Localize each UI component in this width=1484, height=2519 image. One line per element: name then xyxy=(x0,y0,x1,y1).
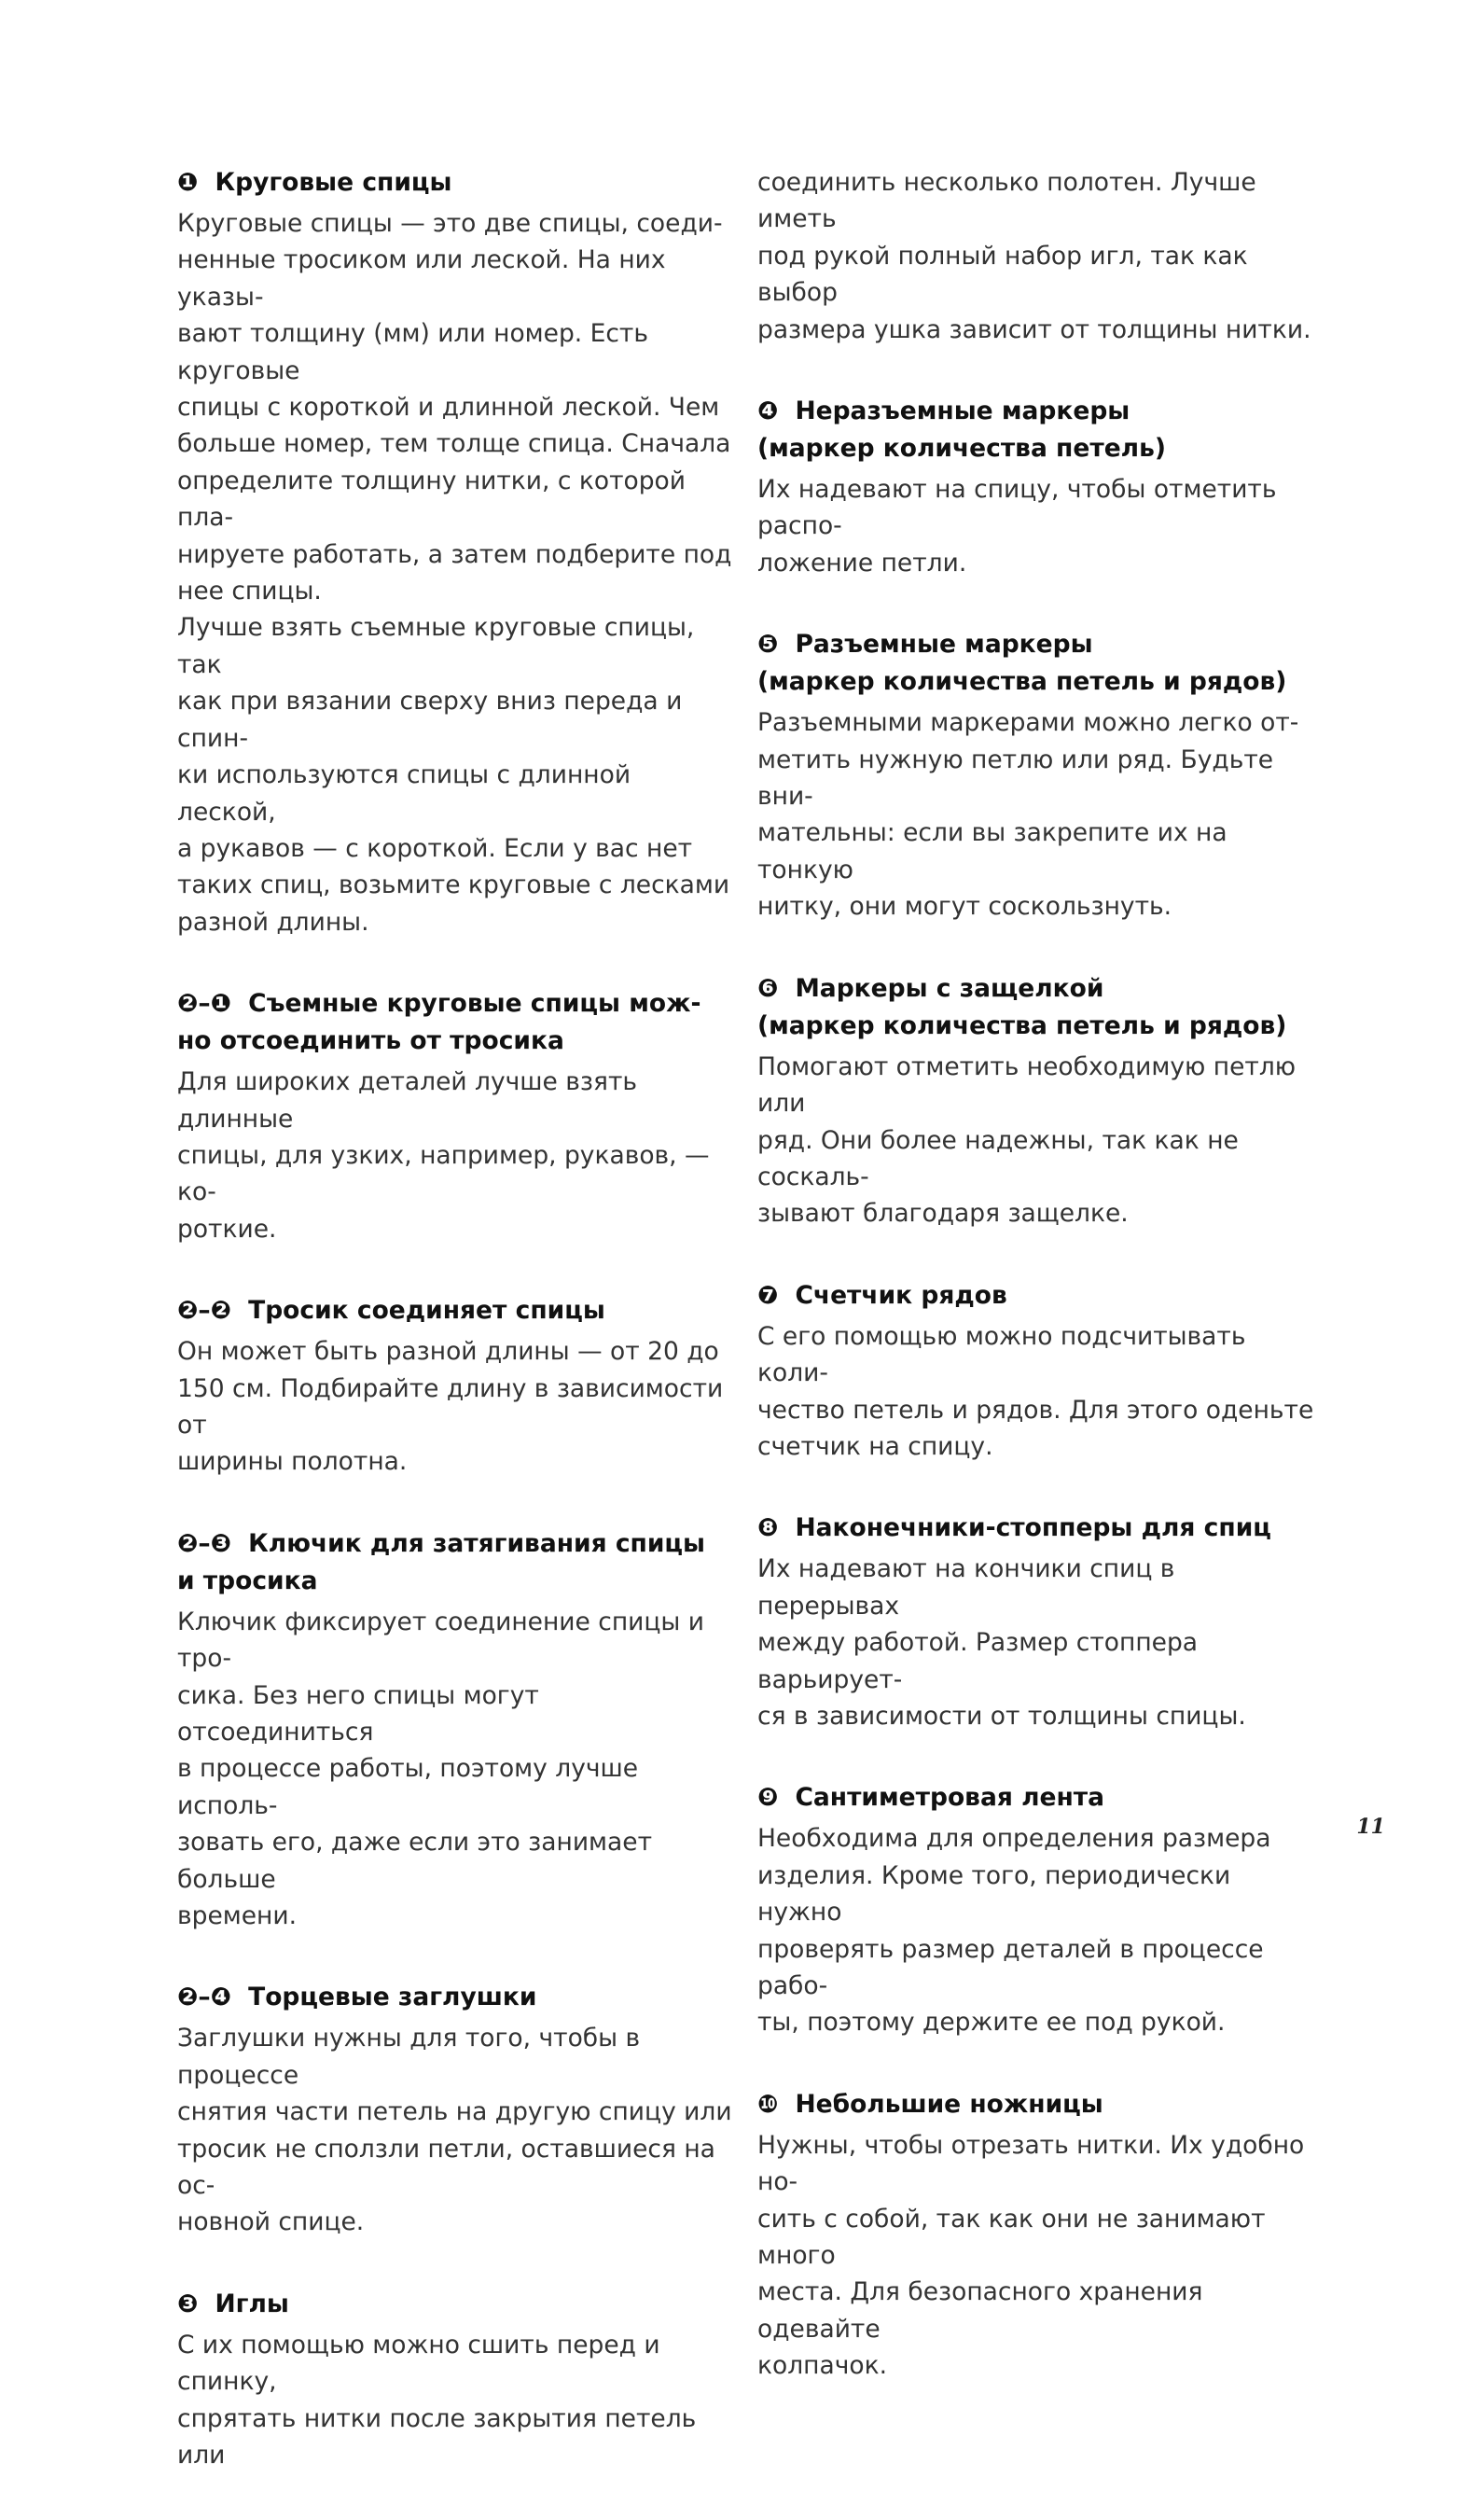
section-title: Наконечники-стопперы для спиц xyxy=(795,1513,1271,1543)
section-number: ❺ xyxy=(757,630,779,660)
page-number: 11 xyxy=(1356,1815,1385,1839)
section-body: Круговые спицы — это две спицы, соеди- ненные тросиком или леской. На них указы- вают толщину (мм) или номер. Есть круговые спицы с короткой и длинной леской. Чем больше номер, тем толще спица. Сначала определите толщину нитки, с которой пла- нируете работать, а затем подберите под нее спицы. Лучше взять съемные круговые спицы, так как при вязании сверху вниз переда и спин- ки используются спицы с длинной леской, а рукавов — с короткой. Если у вас нет таких спиц, возьмите круговые с лесками разной длины. xyxy=(177,209,732,937)
section-locking-markers xyxy=(757,970,1317,1232)
section-number: ❷–❷ xyxy=(177,1296,232,1326)
section-body: Заглушки нужны для того, чтобы в процессе снятия части петель на другую спицу или тросик не сползли петли, оставшиеся на ос- новной спице. xyxy=(177,2024,732,2237)
section-heading xyxy=(757,1779,1317,1816)
section-body: Их надевают на кончики спиц в перерывах между работой. Размер стоппера варьирует- ся в зависимости от толщины спицы. xyxy=(757,1554,1246,1731)
section-title: Маркеры с защелкой (маркер количества петель и рядов) xyxy=(757,973,1287,1040)
section-body: С их помощью можно сшить перед и спинку, спрятать нитки после закрытия петель или xyxy=(177,2330,697,2470)
section-number: ❶ xyxy=(177,168,199,197)
section-body: Их надевают на спицу, чтобы отметить распо- ложение петли. xyxy=(757,475,1277,578)
section-heading xyxy=(177,1525,737,1600)
section-row-counter xyxy=(757,1277,1317,1466)
section-number: ❼ xyxy=(757,1280,779,1310)
section-title: Счетчик рядов xyxy=(795,1280,1007,1310)
left-column xyxy=(177,164,737,2519)
section-title: Торцевые заглушки xyxy=(248,1983,537,2012)
section-heading xyxy=(757,2086,1317,2123)
section-closed-markers xyxy=(757,393,1317,581)
section-end-caps xyxy=(177,1979,737,2240)
section-number: ❹ xyxy=(757,397,779,426)
section-title: Неразъемные маркеры (маркер количества петель) xyxy=(757,397,1166,464)
section-title: Круговые спицы xyxy=(215,168,452,197)
section-title: Съемные круговые спицы мож- но отсоединить от тросика xyxy=(177,989,701,1056)
section-stoppers xyxy=(757,1510,1317,1734)
section-continued xyxy=(757,164,1317,348)
section-body: Ключик фиксирует соединение спицы и тро- сика. Без него спицы могут отсоединиться в процессе работы, поэтому лучше исполь- зовать его, даже если это занимает больше времени. xyxy=(177,1607,704,1931)
section-tape-measure xyxy=(757,1779,1317,2040)
section-heading xyxy=(757,393,1317,467)
section-number: ❷–❶ xyxy=(177,989,232,1019)
section-open-markers xyxy=(757,626,1317,925)
section-number: ❷–❸ xyxy=(177,1528,232,1558)
section-heading xyxy=(757,626,1317,701)
section-body: С его помощью можно подсчитывать коли- чество петель и рядов. Для этого оденьте счетчик на спицу. xyxy=(757,1321,1314,1461)
section-body: Необходима для определения размера изделия. Кроме того, периодически нужно проверять размер деталей в процессе рабо- ты, поэтому держите ее под рукой. xyxy=(757,1824,1271,2038)
section-key xyxy=(177,1525,737,1935)
section-heading xyxy=(177,2286,737,2323)
section-body: Разъемными маркерами можно легко от- метить нужную петлю или ряд. Будьте вни- мательны: если вы закрепите их на тонкую нитку, они могут соскользнуть. xyxy=(757,708,1299,922)
section-cable xyxy=(177,1292,737,1481)
section-heading xyxy=(757,1510,1317,1547)
section-heading xyxy=(177,1979,737,2016)
section-heading xyxy=(177,1292,737,1329)
section-heading xyxy=(177,164,737,202)
section-heading xyxy=(757,1277,1317,1315)
section-title: Разъемные маркеры (маркер количества петель и рядов) xyxy=(757,630,1287,697)
section-title: Ключик для затягивания спицы и тросика xyxy=(177,1528,706,1595)
section-body: Помогают отметить необходимую петлю или ряд. Они более надежны, так как не соскаль- зывают благодаря защелке. xyxy=(757,1051,1297,1229)
section-needles-sewing xyxy=(177,2286,737,2474)
section-body: Для широких деталей лучше взять длинные спицы, для узких, например, рукавов, — ко- роткие. xyxy=(177,1067,710,1244)
section-number: ❸ xyxy=(177,2289,199,2318)
section-title: Небольшие ножницы xyxy=(795,2089,1103,2119)
section-number: ❽ xyxy=(757,1513,779,1543)
section-title: Тросик соединяет спицы xyxy=(248,1296,605,1326)
section-heading xyxy=(177,985,737,1060)
section-body: Он может быть разной длины — от 20 до 150 см. Подбирайте длину в зависимости от ширины полотна. xyxy=(177,1337,724,1477)
section-removable-needles xyxy=(177,985,737,1247)
section-scissors xyxy=(757,2086,1317,2385)
section-number: ❾ xyxy=(757,1783,779,1813)
section-title: Иглы xyxy=(215,2289,289,2318)
right-column xyxy=(757,164,1317,2429)
section-heading xyxy=(757,970,1317,1045)
section-circular-needles xyxy=(177,164,737,940)
section-title: Сантиметровая лента xyxy=(795,1783,1104,1813)
section-number: ❿ xyxy=(757,2089,779,2119)
section-number: ❷–❹ xyxy=(177,1983,232,2012)
section-body: Нужны, чтобы отрезать нитки. Их удобно но- сить с собой, так как они не занимают много места. Для безопасного хранения одевайте колпачок. xyxy=(757,2130,1305,2381)
section-number: ❻ xyxy=(757,973,779,1003)
continued-text: соединить несколько полотен. Лучше иметь под рукой полный набор игл, так как выбор размера ушка зависит от толщины нитки. xyxy=(757,168,1311,344)
